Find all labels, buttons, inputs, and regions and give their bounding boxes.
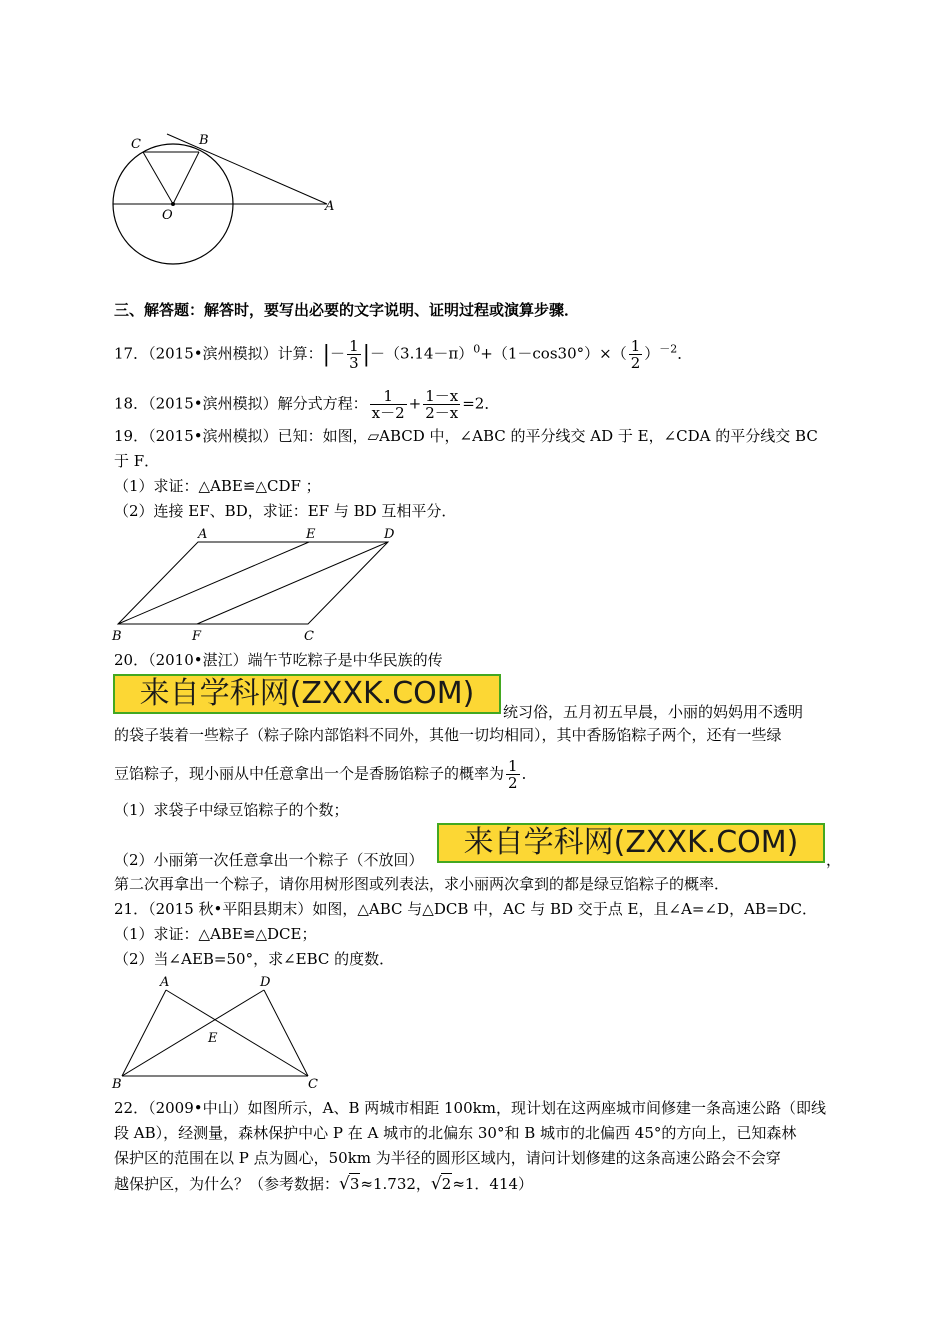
q17-abs-open: |	[322, 341, 331, 367]
segment-df	[197, 542, 388, 624]
q18-fraction-1	[370, 388, 407, 421]
label-c: C	[304, 629, 314, 644]
label-d: D	[260, 975, 271, 990]
q17-fraction-2	[629, 338, 643, 371]
q21-line1: 21．（2015 秋•平阳县期末）如图，△ABC 与△DCB 中，AC 与 BD 交于点 E，且∠A=∠D，AB=DC．	[114, 900, 817, 918]
segment-co	[143, 152, 173, 204]
q18-f1-den: x－2	[371, 404, 405, 422]
sqrt-icon: √	[339, 1174, 350, 1194]
q17-fraction-1	[347, 338, 361, 371]
q20-part1: （1）求袋子中绿豆馅粽子的个数；	[114, 801, 349, 819]
label-e: E	[208, 1031, 218, 1046]
center-dot	[171, 202, 175, 206]
label-o: O	[162, 208, 173, 223]
q20-line4-end: ．	[521, 764, 537, 783]
q18-fraction-2	[423, 388, 460, 421]
q22-line1: 22．（2009•中山）如图所示，A、B 两城市相距 100km，现计划在这两座城市间修建一条高速公路（即线	[114, 1099, 826, 1117]
q18-end: =2．	[462, 394, 500, 413]
q19-part1: （1）求证：△ABE≌△CDF ；	[114, 477, 321, 495]
q19-part2: （2）连接 EF、BD，求证：EF 与 BD 互相平分．	[114, 502, 457, 520]
triangles-figure	[108, 972, 328, 1092]
q18-f2-den: 2－x	[425, 404, 459, 422]
section-heading: 三、解答题：解答时，要写出必要的文字说明、证明过程或演算步骤．	[114, 301, 580, 319]
q22-line2: 段 AB），经测量，森林保护中心 P 在 A 城市的北偏东 30°和 B 城市的北偏西 45°的方向上，已知森林	[114, 1124, 797, 1142]
q18-plus: +	[408, 394, 422, 413]
q20-prob-fraction	[506, 758, 520, 791]
q22-line3: 保护区的范围在以 P 点为圆心，50km 为半径的圆形区域内，请问计划修建的这条高速公路会不会穿	[114, 1149, 781, 1167]
segment-ac	[166, 990, 308, 1076]
q20-line4-prefix: 豆馅粽子，现小丽从中任意拿出一个是香肠馅粽子的概率为	[114, 764, 505, 783]
label-a: A	[198, 527, 208, 542]
label-a: A	[325, 199, 335, 214]
parallelogram-figure	[108, 524, 408, 648]
q21-part2: （2）当∠AEB=50°，求∠EBC 的度数．	[114, 950, 395, 968]
q17-part2: －（3.14－π）	[370, 344, 474, 363]
watermark-banner-2: 来自学科网(ZXXK.COM)	[437, 823, 825, 863]
q22-line4	[114, 1173, 533, 1194]
q17-prefix: 17．（2015•滨州模拟）计算：	[114, 344, 323, 363]
q19-line2: 于 F．	[114, 452, 160, 470]
q17-exp0: 0	[473, 342, 481, 356]
q20-part2-line2: 第二次再拿出一个粽子，请你用树形图或列表法，求小丽两次拿到的都是绿豆馅粽子的概率．	[114, 875, 730, 893]
watermark-banner-1: 来自学科网(ZXXK.COM)	[113, 674, 501, 714]
q17-f2-num: 1	[630, 337, 641, 355]
q19-line1: 19．（2015•滨州模拟）已知：如图，▱ABCD 中，∠ABC 的平分线交 AD 于 E，∠CDA 的平分线交 BC	[114, 427, 818, 445]
q17-exp2: －2	[659, 342, 678, 356]
q17-minus: －	[330, 344, 346, 363]
question-17	[114, 338, 692, 371]
label-c: C	[308, 1077, 318, 1092]
segment-be	[118, 542, 309, 624]
q17-f1-num: 1	[349, 337, 359, 355]
segment-bo	[173, 152, 199, 204]
q20-line3: 的袋子装着一些粽子（粽子除内部馅料不同外，其他一切均相同），其中香肠馅粽子两个，还有一些绿	[114, 726, 782, 744]
circle-tangent-figure	[105, 128, 345, 268]
label-e: E	[306, 527, 316, 542]
q18-f1-num: 1	[370, 388, 407, 405]
q17-f1-den: 3	[349, 354, 359, 372]
q20-line2: 统习俗，五月初五早晨，小丽的妈妈用不透明	[503, 703, 804, 721]
q18-prefix: 18．（2015•滨州模拟）解分式方程：	[114, 394, 368, 413]
label-d: D	[384, 527, 395, 542]
question-18	[114, 388, 499, 421]
q17-part4: ）	[644, 344, 660, 363]
parallelogram-abcd	[118, 542, 388, 624]
q20-line4	[114, 758, 537, 791]
q22-value-1: ≈1.732，	[360, 1175, 431, 1193]
q20-line1: 20．（2010•湛江）端午节吃粽子是中华民族的传	[114, 651, 443, 669]
label-b: B	[112, 629, 122, 644]
sqrt-icon: √	[430, 1174, 442, 1194]
q20-prob-num: 1	[508, 757, 518, 775]
label-b: B	[112, 1077, 122, 1092]
segment-db	[122, 990, 264, 1076]
q20-prob-den: 2	[508, 774, 518, 792]
label-f: F	[192, 629, 202, 644]
q17-part3: +（1－cos30°）×（	[480, 344, 627, 363]
q22-radicand-2: 2	[441, 1175, 452, 1193]
q22-line4-prefix: 越保护区，为什么？（参考数据：	[114, 1175, 340, 1193]
q17-end: ．	[677, 344, 693, 363]
q17-abs-close: |	[362, 341, 371, 367]
label-b: B	[199, 133, 209, 148]
q20-part2-end: ，	[826, 851, 842, 869]
q20-part2-prefix: （2）小丽第一次任意拿出一个粽子（不放回）	[114, 851, 424, 869]
q22-value-2: ≈1．414）	[452, 1175, 534, 1193]
q18-f2-num: 1－x	[425, 387, 459, 405]
q17-f2-den: 2	[630, 354, 641, 372]
label-a: A	[160, 975, 170, 990]
q21-part1: （1）求证：△ABE≌△DCE；	[114, 925, 317, 943]
label-c: C	[131, 137, 141, 152]
q22-radicand-1: 3	[349, 1175, 360, 1193]
